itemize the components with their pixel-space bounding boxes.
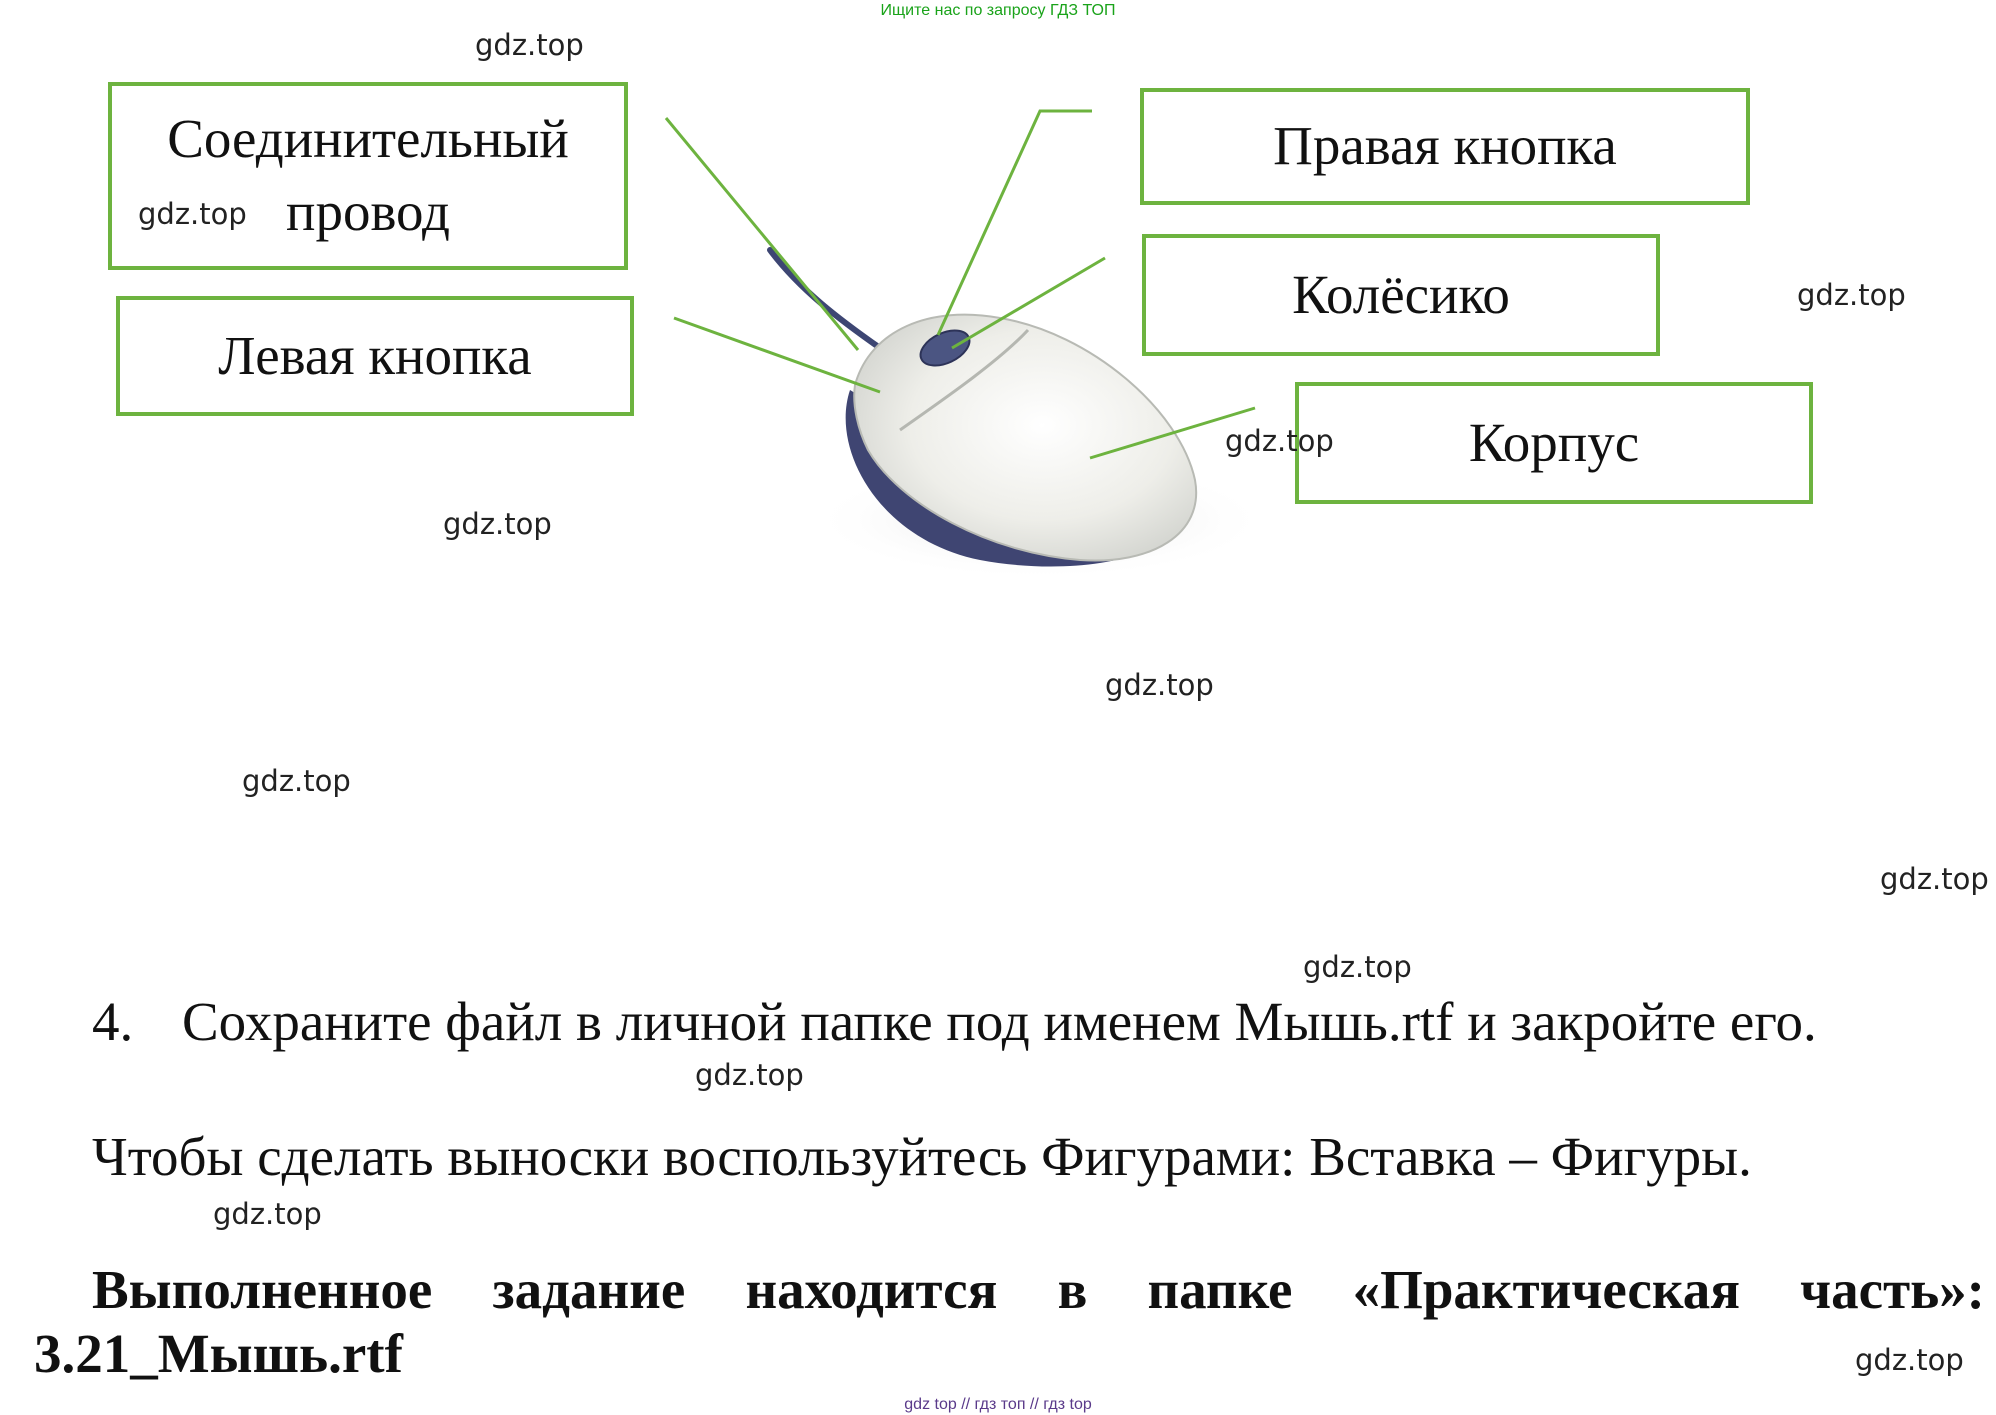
result-word: «Практическая (1352, 1259, 1740, 1320)
watermark: gdz.top (1225, 424, 1334, 458)
result-filename: 3.21_Мышь.rtf (34, 1323, 403, 1384)
callout-wheel (1142, 234, 1660, 356)
task-item-4 (92, 990, 1817, 1053)
result-line-1 (92, 1258, 1985, 1321)
callout-body (1295, 382, 1813, 504)
result-word: Выполненное (92, 1259, 433, 1320)
watermark: gdz.top (443, 507, 552, 541)
result-word: в (1057, 1259, 1088, 1320)
top-banner: Ищите нас по запросу ГДЗ ТОП (880, 2, 1116, 19)
callout-left-button (116, 296, 634, 416)
task-number: 4. (92, 991, 134, 1052)
callout-body-label: Корпус (1468, 411, 1640, 473)
result-word: папке (1147, 1259, 1293, 1320)
watermark: gdz.top (695, 1058, 804, 1092)
watermark: gdz.top (1880, 862, 1989, 896)
callout-cable (108, 82, 628, 270)
callout-left-button-label: Левая кнопка (218, 324, 532, 386)
watermark: gdz.top (213, 1197, 322, 1231)
callout-right-button (1140, 88, 1750, 205)
result-word: часть»: (1800, 1259, 1986, 1320)
task-text: Сохраните файл в личной папке под именем Мышь.rtf и закройте его. (182, 991, 1817, 1052)
watermark: gdz.top (475, 28, 584, 62)
callout-wheel-label: Колёсико (1292, 263, 1510, 325)
watermark: gdz.top (1855, 1343, 1964, 1377)
watermark: gdz.top (138, 197, 247, 231)
footer-watermark: gdz top // гдз топ // гдз top (904, 1396, 1092, 1413)
hint-text: Чтобы сделать выноски воспользуйтесь Фигурами: Вставка – Фигуры. (92, 1126, 1752, 1187)
result-word: задание (492, 1259, 686, 1320)
callout-right-button-label: Правая кнопка (1273, 115, 1617, 177)
callout-cable-label: Соединительный провод (167, 108, 569, 242)
watermark: gdz.top (1303, 950, 1412, 984)
watermark: gdz.top (242, 764, 351, 798)
watermark: gdz.top (1105, 668, 1214, 702)
result-word: находится (745, 1259, 998, 1320)
watermark: gdz.top (1797, 278, 1906, 312)
